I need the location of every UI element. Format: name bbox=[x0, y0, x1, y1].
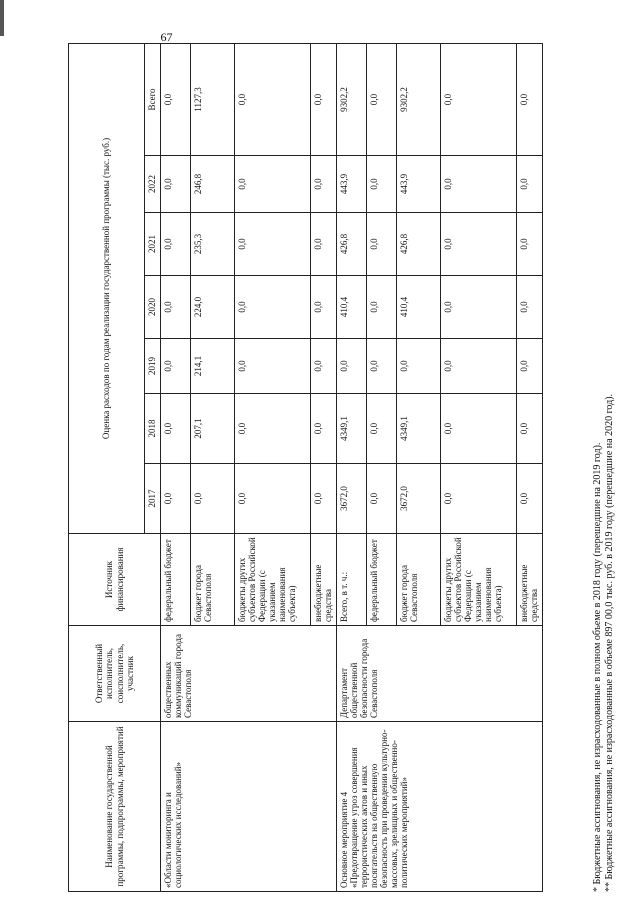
measure-name-cell: «Области мониторинга и социологических исследований» bbox=[161, 722, 337, 892]
total-cell: 1127,3 bbox=[191, 43, 235, 155]
value-cell: 0,0 bbox=[311, 464, 337, 534]
value-cell: 0,0 bbox=[397, 339, 441, 394]
value-cell: 0,0 bbox=[517, 213, 543, 276]
header-source: Источник финансирования bbox=[69, 534, 161, 626]
value-cell: 426,8 bbox=[397, 213, 441, 276]
page-number: 67 bbox=[160, 30, 173, 44]
value-cell: 0,0 bbox=[441, 464, 517, 534]
value-cell: 0,0 bbox=[161, 339, 191, 394]
budget-table bbox=[68, 43, 543, 892]
value-cell: 246,8 bbox=[191, 156, 235, 213]
source-cell: федеральный бюджет bbox=[161, 534, 191, 626]
value-cell: 0,0 bbox=[367, 276, 397, 339]
header-name: Наименование государственной программы, подпрограммы, мероприятий bbox=[69, 722, 161, 892]
value-cell: 410,4 bbox=[397, 276, 441, 339]
value-cell: 443,9 bbox=[397, 156, 441, 213]
value-cell: 3672,0 bbox=[397, 464, 441, 534]
source-cell: бюджет города Севастополя bbox=[397, 534, 441, 626]
value-cell: 0,0 bbox=[367, 339, 397, 394]
measure-name-cell: Основное мероприятие 4 «Предотвращение угроз совершения террористических актов и иных посягательств на общественную безопасность при проведении культурно-массовых, зрелищных и общественно-политических мероприятий» bbox=[337, 722, 543, 892]
source-cell: бюджеты других субъектов Российской Федерации (с указанием наименования субъекта) bbox=[235, 534, 311, 626]
total-cell: 0,0 bbox=[367, 43, 397, 155]
value-cell: 0,0 bbox=[367, 156, 397, 213]
value-cell: 0,0 bbox=[311, 156, 337, 213]
value-cell: 4349,1 bbox=[337, 394, 367, 464]
value-cell: 0,0 bbox=[161, 464, 191, 534]
value-cell: 0,0 bbox=[441, 156, 517, 213]
value-cell: 0,0 bbox=[235, 464, 311, 534]
total-cell: 9302,2 bbox=[337, 43, 367, 155]
value-cell: 214,1 bbox=[191, 339, 235, 394]
value-cell: 0,0 bbox=[311, 213, 337, 276]
responsible-cell: общественных коммуникаций города Севастополя bbox=[161, 626, 337, 722]
value-cell: 443,9 bbox=[337, 156, 367, 213]
source-cell: бюджеты других субъектов Российской Федерации (с указанием наименования субъекта) bbox=[441, 534, 517, 626]
value-cell: 0,0 bbox=[235, 156, 311, 213]
rotated-page-content bbox=[68, 44, 615, 892]
header-year: 2020 bbox=[145, 276, 161, 339]
value-cell: 0,0 bbox=[517, 156, 543, 213]
value-cell: 0,0 bbox=[235, 339, 311, 394]
header-year: 2019 bbox=[145, 339, 161, 394]
value-cell: 0,0 bbox=[517, 394, 543, 464]
value-cell: 0,0 bbox=[311, 276, 337, 339]
source-cell: бюджет города Севастополя bbox=[191, 534, 235, 626]
value-cell: 0,0 bbox=[441, 276, 517, 339]
source-cell: внебюджетные средства bbox=[311, 534, 337, 626]
value-cell: 410,4 bbox=[337, 276, 367, 339]
value-cell: 235,3 bbox=[191, 213, 235, 276]
source-cell: федеральный бюджет bbox=[367, 534, 397, 626]
value-cell: 0,0 bbox=[441, 213, 517, 276]
value-cell: 3672,0 bbox=[337, 464, 367, 534]
value-cell: 0,0 bbox=[161, 156, 191, 213]
value-cell: 0,0 bbox=[367, 464, 397, 534]
responsible-cell: Департамент общественной безопасности города Севастополя bbox=[337, 626, 543, 722]
total-cell: 0,0 bbox=[441, 43, 517, 155]
source-cell: внебюджетные средства bbox=[517, 534, 543, 626]
header-responsible: Ответственный исполнитель, соисполнитель, участник bbox=[69, 626, 161, 722]
value-cell: 0,0 bbox=[235, 213, 311, 276]
value-cell: 0,0 bbox=[161, 213, 191, 276]
footnote: ** Бюджетные ассигнования, не израсходованные в объеме 897 00,0 тыс. руб. в 2019 году (перешедшие на 2020 год). bbox=[604, 393, 615, 892]
header-year: 2022 bbox=[145, 156, 161, 213]
value-cell: 0,0 bbox=[441, 339, 517, 394]
value-cell: 0,0 bbox=[517, 464, 543, 534]
footnotes bbox=[592, 44, 616, 892]
value-cell: 0,0 bbox=[517, 339, 543, 394]
value-cell: 207,1 bbox=[191, 394, 235, 464]
table-row bbox=[337, 43, 367, 891]
value-cell: 0,0 bbox=[161, 276, 191, 339]
total-cell: 0,0 bbox=[311, 43, 337, 155]
header-year: 2017 bbox=[145, 464, 161, 534]
total-cell: 0,0 bbox=[161, 43, 191, 155]
total-cell: 0,0 bbox=[517, 43, 543, 155]
value-cell: 0,0 bbox=[311, 339, 337, 394]
header-year: 2021 bbox=[145, 213, 161, 276]
header-total: Всего bbox=[145, 43, 161, 155]
value-cell: 0,0 bbox=[235, 394, 311, 464]
header-year: 2018 bbox=[145, 394, 161, 464]
total-cell: 9302,2 bbox=[397, 43, 441, 155]
value-cell: 0,0 bbox=[367, 394, 397, 464]
table-row bbox=[161, 43, 191, 891]
header-estimate: Оценка расходов по годам реализации государственной программы (тыс. руб.) bbox=[69, 43, 145, 533]
value-cell: 4349,1 bbox=[397, 394, 441, 464]
value-cell: 0,0 bbox=[441, 394, 517, 464]
value-cell: 0,0 bbox=[311, 394, 337, 464]
source-cell: Всего, в т. ч.: bbox=[337, 534, 367, 626]
value-cell: 0,0 bbox=[235, 276, 311, 339]
value-cell: 0,0 bbox=[191, 464, 235, 534]
value-cell: 0,0 bbox=[517, 276, 543, 339]
value-cell: 0,0 bbox=[161, 394, 191, 464]
value-cell: 0,0 bbox=[367, 213, 397, 276]
value-cell: 224,0 bbox=[191, 276, 235, 339]
footnote: * Бюджетные ассигнования, не израсходованные в полном объеме в 2018 году (перешедшие на 2019 год). bbox=[592, 442, 603, 892]
value-cell: 0,0 bbox=[337, 339, 367, 394]
total-cell: 0,0 bbox=[235, 43, 311, 155]
value-cell: 426,8 bbox=[337, 213, 367, 276]
